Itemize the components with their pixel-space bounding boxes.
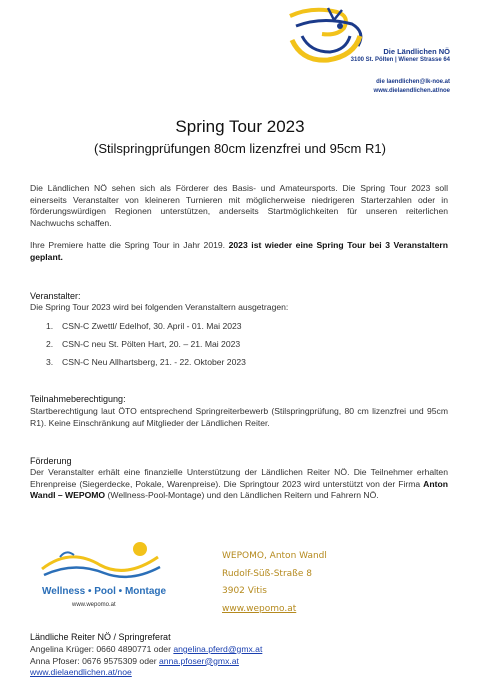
premiere-text: Ihre Premiere hatte die Spring Tour in Jahr 2019. [30, 240, 229, 250]
list-item: 2. CSN-C neu St. Pölten Hart, 20. – 21. Mai 2023 [46, 339, 241, 349]
org-address: 3100 St. Pölten | Wiener Strasse 64 [350, 57, 450, 63]
veranstalter-list [46, 317, 246, 371]
page-subtitle: (Stilspringprüfungen 80cm lizenzfrei und 95cm R1) [94, 141, 386, 156]
contact-block: Ländliche Reiter NÖ / Springreferat Angelina Krüger: 0660 4890771 oder angelina.pferd@gmx.at Anna Pfoser: 0676 9575309 oder anna.pfoser@gmx.at www.dielaendlichen.at/noe [30, 632, 263, 678]
intro-paragraph: Die Ländlichen NÖ sehen sich als Förderer des Basis- und Amateursports. Die Spring Tour 2023 soll einerseits Veranstalter von kleineren Turnieren mit möglicherweise niedrigeren Starterzahlen oder in förderungswürdigen Regionen unterstützen, anderseits Startmöglichkeiten für unseren reiterlichen Nachwuchs schaffen. [30, 183, 448, 228]
sponsor-street: Rudolf-Süß-Straße 8 [222, 568, 312, 579]
website-link[interactable]: www.dielaendlichen.at/noe [30, 667, 132, 678]
wepomo-logo-text: Wellness • Pool • Montage [42, 586, 167, 597]
org-name: Die Ländlichen NÖ [383, 47, 450, 56]
sponsor-bold: Anton Wandl – WEPOMO [30, 478, 448, 501]
premiere-bold: 2023 ist wieder eine Spring Tour bei 3 Veranstaltern geplant. [30, 240, 448, 262]
sponsor-city: 3902 Vitis [222, 586, 267, 596]
contact-heading: Ländliche Reiter NÖ / Springreferat [30, 632, 171, 642]
teilnahme-text: Startberechtigung laut ÖTO entsprechend Springreiterbewerb (Stilspringprüfung, 80 cm lizenzfrei und 95cm R1). Keine Einschränkung auf Mitglieder der Ländlichen Reiter. [30, 406, 448, 428]
org-email[interactable]: die laendlichen@lk-noe.at [376, 79, 450, 85]
wepomo-logo [30, 535, 180, 613]
premiere-paragraph [30, 240, 448, 263]
veranstalter-heading: Veranstalter: [30, 291, 81, 301]
veranstalter-intro: Die Spring Tour 2023 wird bei folgenden Veranstaltern ausgetragen: [30, 302, 289, 312]
foerderung-text: Der Veranstalter erhält eine finanzielle Unterstützung der Ländlichen Reiter NÖ. Die Teilnehmer erhalten Ehrenpreise (Siegerdecke, Pokale, Warenpreise). Die Springtour 2023 wird unterstützt von der Firma Anton Wandl – WEPOMO (Wellness-Pool-Montage) und den Ländlichen Reitern und Fahrern NÖ. [30, 467, 448, 501]
org-website[interactable]: www.dielaendlichen.at/noe [373, 88, 450, 94]
sponsor-address [222, 548, 327, 618]
list-item: 1. CSN-C Zwettl/ Edelhof, 30. April - 01. Mai 2023 [46, 321, 242, 331]
sponsor-name: WEPOMO, Anton Wandl [222, 551, 327, 561]
wepomo-logo-url: www.wepomo.at [72, 602, 116, 608]
list-item: 3. CSN-C Neu Allhartsberg, 21. - 22. Oktober 2023 [46, 357, 246, 367]
foerderung-heading: Förderung [30, 456, 72, 466]
page-title: Spring Tour 2023 [175, 117, 305, 136]
email-link-anna[interactable]: anna.pfoser@gmx.at [159, 655, 239, 666]
email-link-angelina[interactable]: angelina.pferd@gmx.at [173, 643, 263, 654]
sponsor-website-link[interactable]: www.wepomo.at [222, 603, 297, 614]
teilnahme-heading: Teilnahmeberechtigung: [30, 394, 126, 404]
